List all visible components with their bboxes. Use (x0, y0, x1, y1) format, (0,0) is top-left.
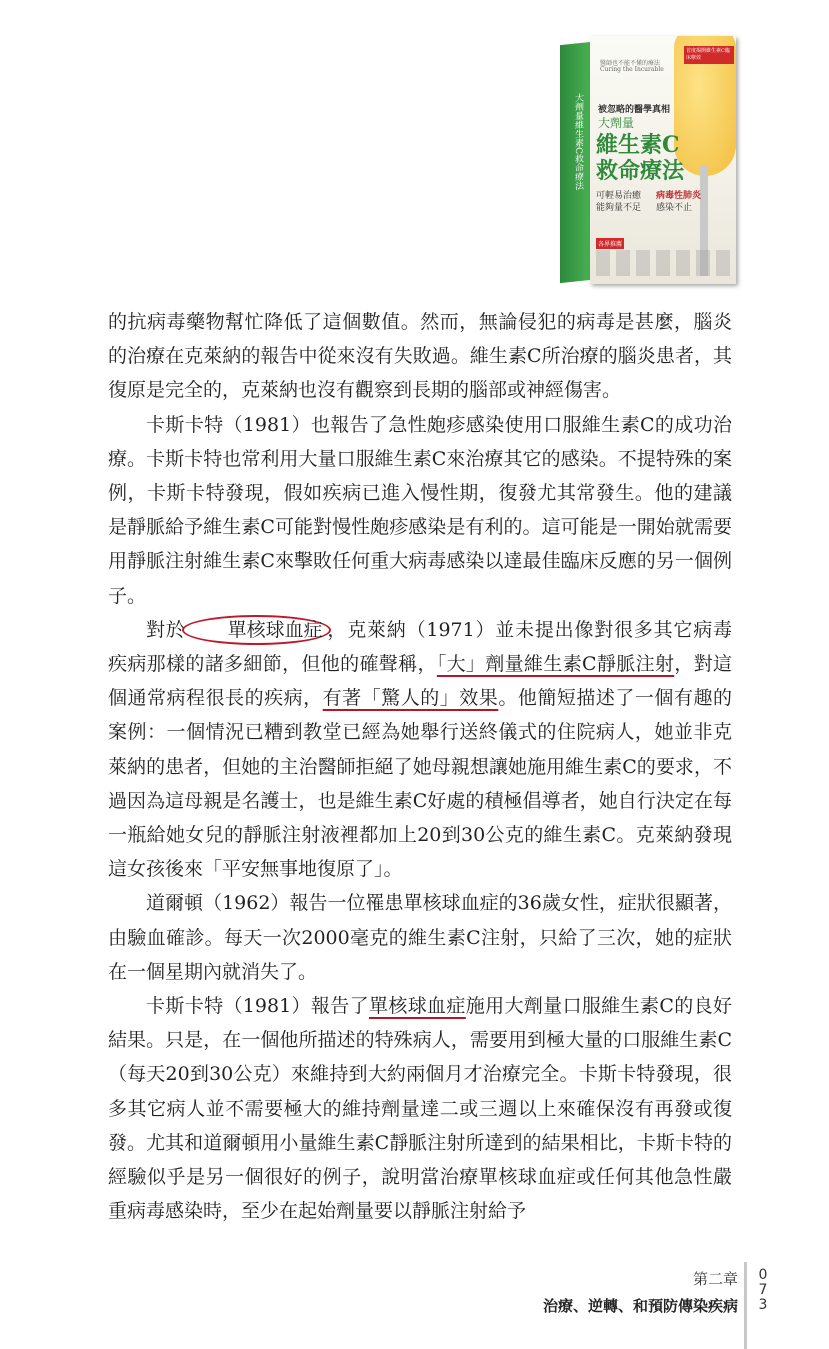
text-run: 對於 (146, 618, 186, 641)
cover-selling-point: 可輕易治癒 (596, 191, 642, 201)
body-paragraph (108, 305, 732, 408)
book-front-cover (590, 36, 736, 284)
text-run: 道爾頓（1962）報告一位罹患單核球血症的36歲女性，症狀很顯著，由驗血確診。每天一次2000毫克的維生素C注射，只給了三次，她的症狀在一個星期內就消失了。 (108, 892, 732, 983)
body-paragraph (108, 886, 732, 989)
circled-phrase: 單核球血症 (182, 615, 331, 645)
chapter-title: 治療、逆轉、和預防傳染疾病 (542, 1297, 738, 1315)
cover-tag: 各界推薦 (596, 238, 624, 249)
cover-title-line2: 維生素C (596, 132, 680, 158)
spine-title: 大劑量維生素C救命療法 (573, 92, 583, 191)
footer-divider (744, 1262, 747, 1349)
cover-english-title: Curing the Incurable (600, 66, 664, 73)
text-run: 的抗病毒藥物幫忙降低了這個數值。然而，無論侵犯的病毒是甚麼，腦炎的治療在克萊納的報告中從來沒有失敗過。維生素C所治療的腦炎患者，其復原是完全的，克萊納也沒有觀察到長期的腦部或神經傷害。 (108, 311, 732, 402)
underlined-phrase: 單核球血症 (368, 995, 466, 1018)
body-paragraph (108, 989, 732, 1228)
underlined-phrase: 有著「驚人的」效果 (322, 687, 499, 710)
text-run: ，克萊納（1971）並未提出像對很多其它病毒疾病那樣的諸多細節，但他的確聲稱， (108, 618, 732, 676)
cover-badge: 首度揭開維生素C臨床療效 (684, 46, 734, 64)
cover-title-line3: 救命療法 (596, 158, 685, 184)
book-spine (560, 42, 590, 283)
cover-selling-point: 能夠量不足 (596, 203, 642, 213)
text-run: 卡斯卡特（1981）也報告了急性皰疹感染使用口服維生素C的成功治療。卡斯卡特也常利用大量口服維生素C來治療其它的感染。不提特殊的案例，卡斯卡特發現，假如疾病已進入慢性期，復發尤其常發生。他的建議是靜脈給予維生素C可能對慢性皰疹感染是有利的。這可能是一開始就需要用靜脈注射維生素C來擊敗任何重大病毒感染以達最佳臨床反應的另一個例子。 (108, 413, 732, 607)
running-footer (543, 1268, 738, 1316)
cover-title-line1: 大劑量 (598, 116, 635, 130)
book-cover-image (560, 28, 740, 290)
cover-top-line: 醫師也不能不懂的療法 (600, 60, 661, 67)
body-paragraph (108, 613, 732, 887)
cover-subtitle: 被忽略的醫學真相 (598, 105, 671, 115)
page-body (108, 305, 732, 1228)
text-run: 。他簡短描述了一個有趣的案例：一個情況已糟到教堂已經為她舉行送終儀式的住院病人，她並非克萊納的患者，但她的主治醫師拒絕了她母親想讓她施用維生素C的要求，不過因為這母親是名護士，也是維生素C好處的積極倡導者，她自行決定在每一瓶給她女兒的靜脈注射液裡都加上20到30公克的維生素C。克萊納發現這女孩後來「平安無事地復原了」。 (108, 687, 732, 881)
cover-endorsements (596, 250, 730, 276)
text-run: 施用大劑量口服維生素C的良好結果。只是，在一個他所描述的特殊病人，需要用到極大量的口服維生素C（每天20到30公克）來維持到大約兩個月才治療完全。卡斯卡特發現，很多其它病人並不需要極大的維持劑量達二或三週以上來確保沒有再發或復發。尤其和道爾頓用小量維生素C靜脈注射所達到的結果相比，卡斯卡特的經驗似乎是另一個很好的例子，說明當治療單核球血症或任何其他急性嚴重病毒感染時，至少在起始劑量要以靜脈注射給予 (108, 995, 732, 1223)
text-run: 卡斯卡特（1981）報告了 (146, 995, 369, 1018)
body-paragraph (108, 408, 732, 613)
page-number: 073 (758, 1267, 768, 1313)
chapter-label: 第二章 (692, 1270, 738, 1288)
underlined-phrase: 「大」劑量維生素C靜脈注射 (436, 653, 675, 676)
cover-selling-point: 感染不止 (656, 203, 693, 213)
text-run: ，對這個通常病程很長的疾病， (108, 653, 732, 710)
cover-selling-point: 病毒性肺炎 (656, 191, 702, 201)
